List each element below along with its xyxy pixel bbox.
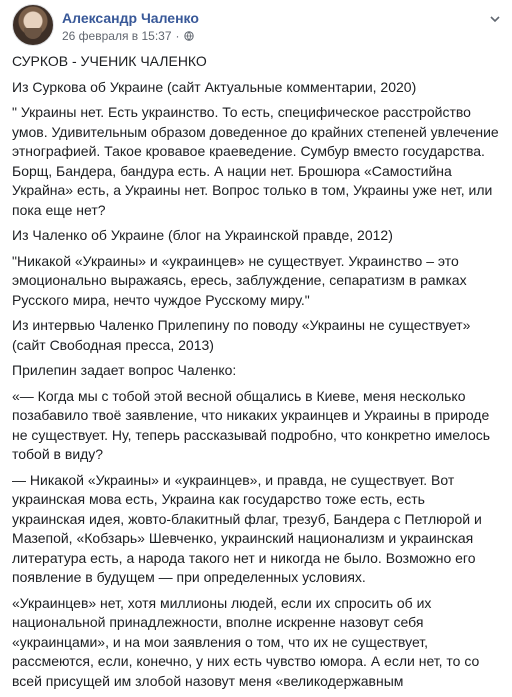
post-body <box>12 52 500 697</box>
post-date[interactable]: 26 февраля в 15:37 <box>62 29 172 43</box>
post-paragraph: Из интервью Чаленко Прилепину по поводу «Украины не существует» (сайт Свободная пресса, 2013) <box>12 317 471 353</box>
post-paragraph: Прилепин задает вопрос Чаленко: <box>12 362 237 378</box>
post-paragraph: "Никакой «Украины» и «украинцев» не существует. Украинство – это эмоционально выражаясь, ересь, заблуждение, сепаратизм в рамках Русского мира, нечто чуждое Русскому миру." <box>12 252 467 308</box>
author-name[interactable]: Александр Чаленко <box>62 10 199 26</box>
meta-separator: · <box>175 29 180 43</box>
post-paragraph: Из Суркова об Украине (сайт Актуальные комментарии, 2020) <box>12 78 417 95</box>
post-paragraph: — Никакой «Украины» и «украинцев», и правда, не существует. Вот украинская мова есть, Украина как государство тоже есть, есть украинская идея, жовто-блакитный флаг, трезуб, Бандера с Петлюрой и Мазепой, «Кобзарь» Шевченко, украинский национализм и украинская литература есть, а народа такого нет и никогда не было. Возможно его появление в будущем — при определенных условиях. <box>12 471 482 585</box>
avatar[interactable] <box>12 4 54 46</box>
avatar-beard <box>24 28 42 39</box>
chevron-down-icon[interactable] <box>488 12 502 26</box>
post-header <box>12 4 502 48</box>
post-meta <box>62 29 194 43</box>
post-title: СУРКОВ - УЧЕНИК ЧАЛЕНКО <box>12 53 207 69</box>
post-paragraph: Из Чаленко об Украине (блог на Украинской правде, 2012) <box>12 227 393 243</box>
globe-icon[interactable] <box>184 31 194 41</box>
post-paragraph: «— Когда мы с тобой этой весной общались в Киеве, меня несколько позабавило твоё заявление, что никаких украинцев и Украины в природе не существует. Ну, теперь рассказывай подробно, что конкретно имелось тобой в виду? <box>12 387 491 462</box>
post-paragraph: " Украины нет. Есть украинство. То есть, специфическое расстройство умов. Удивительным образом доведенное до крайних степеней увлечение этнографией. Такое кровавое краеведение. Сумбур вместо государства. Борщ, Бандера, бандура есть. А нации нет. Брошюра «Самостийна Украйна» есть, а Украины нет. Вопрос только в том, Украины уже нет, или пока еще нет? <box>12 104 499 218</box>
post-paragraph: «Украинцев» нет, хотя миллионы людей, если их спросить об их национальной принадлежности, вполне искренне назовут себя «украинцами», и на мои заявления о том, что их не существует, рассмеются, если, конечно, у них есть чувство юмора. А если нет, то со всей присущей им злобой назовут меня «великодержавным <box>12 594 480 689</box>
